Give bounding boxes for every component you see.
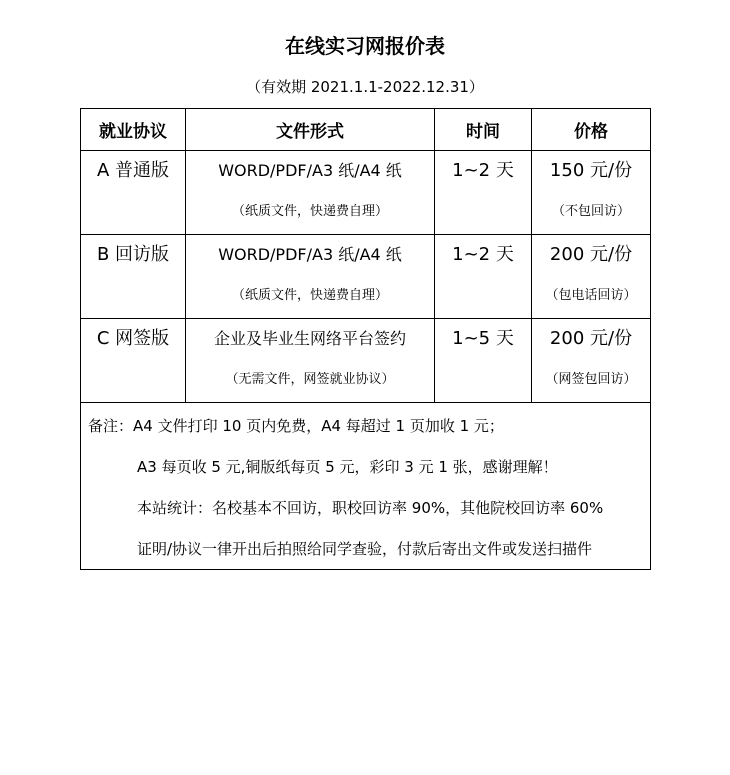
price-note: （网签包回访）: [545, 372, 637, 387]
table-header-row: [81, 109, 651, 151]
notes-cell: [81, 403, 651, 570]
price-cell: [532, 235, 651, 319]
agreement-type-cell: [81, 151, 186, 235]
delivery-time: 1~5 天: [452, 328, 514, 349]
table-row: [81, 151, 651, 235]
format-cell: [186, 151, 435, 235]
note-line: 备注：A4 文件打印 10 页内免费，A4 每超过 1 页加收 1 元；: [88, 416, 504, 435]
note-line: 本站统计：名校基本不回访，职校回访率 90%，其他院校回访率 60%: [137, 498, 604, 517]
price: 150 元/份: [549, 160, 633, 181]
agreement-type: A 普通版: [96, 160, 170, 181]
agreement-type: C 网签版: [96, 328, 170, 349]
file-format: WORD/PDF/A3 纸/A4 纸: [218, 161, 402, 180]
table-row: [81, 235, 651, 319]
price-note: （不包回访）: [551, 204, 630, 219]
price: 200 元/份: [549, 328, 633, 349]
note-line: 证明/协议一律开出后拍照给同学查验，付款后寄出文件或发送扫描件: [137, 539, 593, 558]
table-row: [81, 319, 651, 403]
note-line: A3 每页收 5 元,铜版纸每页 5 元，彩印 3 元 1 张，感谢理解！: [137, 457, 558, 476]
delivery-time: 1~2 天: [452, 244, 514, 265]
delivery-time: 1~2 天: [452, 160, 514, 181]
price-cell: [532, 151, 651, 235]
file-format-note: （无需文件，网签就业协议）: [225, 372, 395, 387]
price-cell: [532, 319, 651, 403]
time-cell: [435, 319, 532, 403]
notes-row: [81, 403, 651, 570]
agreement-type-cell: [81, 319, 186, 403]
page-title: 在线实习网报价表: [285, 34, 445, 58]
validity-period: （有效期 2021.1.1-2022.12.31）: [246, 78, 484, 96]
header-price: 价格: [532, 109, 651, 151]
price: 200 元/份: [549, 244, 633, 265]
file-format-note: （纸质文件，快递费自理）: [231, 288, 388, 303]
time-cell: [435, 151, 532, 235]
price-table: [80, 108, 651, 570]
price-note: （包电话回访）: [545, 288, 637, 303]
file-format: 企业及毕业生网络平台签约: [213, 329, 406, 348]
format-cell: [186, 319, 435, 403]
header-format: 文件形式: [186, 109, 435, 151]
time-cell: [435, 235, 532, 319]
format-cell: [186, 235, 435, 319]
header-agreement: 就业协议: [81, 109, 186, 151]
agreement-type: B 回访版: [96, 244, 170, 265]
header-time: 时间: [435, 109, 532, 151]
file-format-note: （纸质文件，快递费自理）: [231, 204, 388, 219]
file-format: WORD/PDF/A3 纸/A4 纸: [218, 245, 402, 264]
agreement-type-cell: [81, 235, 186, 319]
